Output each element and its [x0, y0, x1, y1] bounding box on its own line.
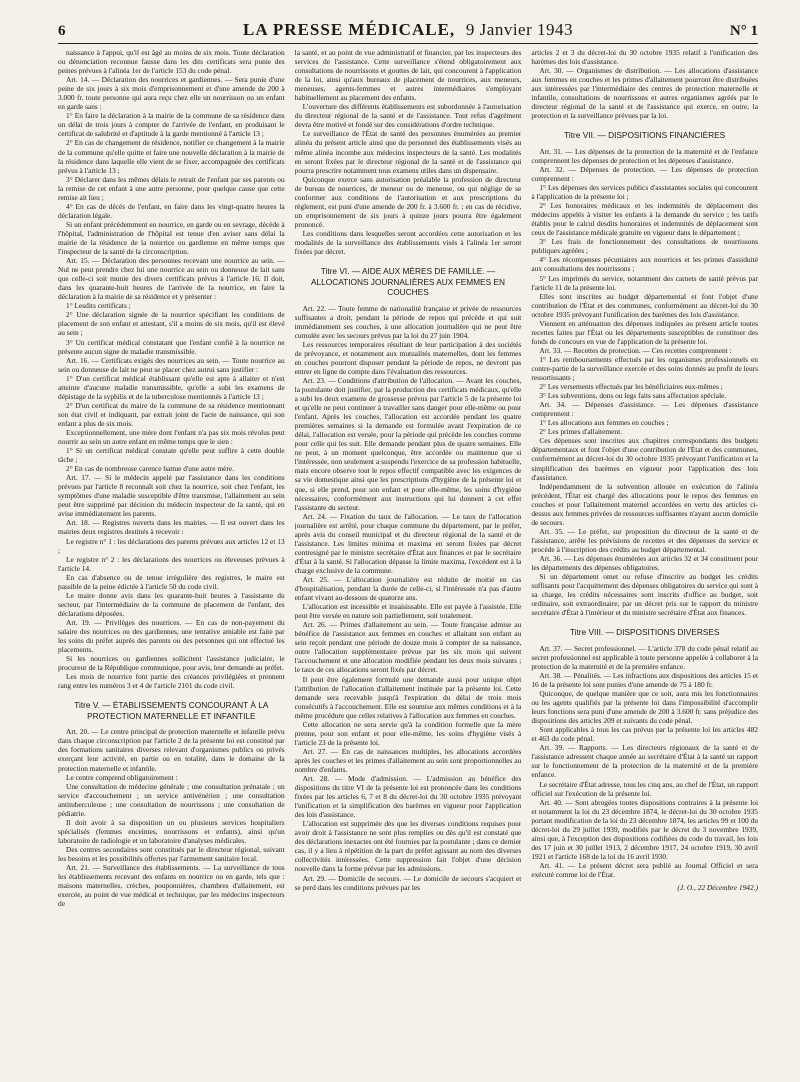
paragraph: Le secrétaire d'État adresse, tous les cinq ans, au chef de l'État, un rapport officiel sur l'exécution de la présente loi. [531, 779, 758, 798]
column-middle [295, 48, 522, 1062]
text-columns [58, 48, 758, 1062]
paragraph: Art. 30. — Organismes de distribution. — Les allocations d'assistance aux femmes en couches et les primes d'allaitement pourront être distribuées aux intéressées par l'intermédiaire des centres de protection maternelle et infantile, consultations de nourrissons et autres organismes agréés par le directeur régional de la santé et de l'assistance qui exerce, en outre, la protection et la surveillance prévues par la loi. [531, 66, 758, 121]
paragraph: Quiconque exerce sans autorisation préalable la profession de directeur de bureau de nourrices, de meneur ou de meneuse, ou qui néglige de se conformer aux conditions de l'autorisation et aux prescriptions du règlement, est puni d'une amende de 200 fr. à 3.600 fr. ; en cas de récidive, un emprisonnement de six jours à quinze jours pourra être également prononcé. [294, 174, 522, 229]
paragraph: Exceptionnellement, une mère dont l'enfant n'a pas six mois révolus peut nourrir au sein un autre enfant en même temps que le sien : [58, 427, 285, 447]
paragraph: Art. 35. — Le préfet, sur proposition du directeur de la santé et de l'assistance, arrête les prévisions de recettes et des dépenses du service et procède à l'inscription des crédits au budget départemental. [531, 526, 758, 554]
paragraph: Art. 36. — Les dépenses énumérées aux articles 32 et 34 constituent pour les départements des dépenses obligatoires. [531, 553, 758, 573]
paragraph: Art. 25. — L'allocation journalière est réduite de moitié en cas d'hospitalisation, pendant la durée de celle-ci, si l'intéressée n'a pas d'autre enfant vivant au-dessous de quatorze ans. [294, 574, 522, 603]
paragraph: Il peut être également formulé une demande aussi pour unique objet l'attribution de l'allocation d'allaitement instituée par la présente loi. Cette demande sera recevable jusqu'à l'expiration du délai de trois mois consécutifs à l'accouchement. Elle est soumise aux mêmes conditions et à la même procédure que celles relatives à l'allocation aux femmes en couches. [294, 674, 522, 720]
page-number: 6 [58, 23, 66, 39]
paragraph: En cas d'absence ou de tenue irrégulière des registres, le maire est passible de la peine édictée à l'article 50 du code civil. [58, 572, 285, 591]
paragraph: 2° Les versements effectués par les bénéficiaires eux-mêmes ; [539, 382, 723, 392]
paragraph: Sont applicables à tous les cas prévus par la présente loi les articles 482 et 463 du code pénal. [531, 725, 758, 744]
paragraph: la santé, et au point de vue administratif et financier, par les inspecteurs des services de l'assistance. Cette surveillance s'étend obligatoirement aux consultations de nourrissons et gouttes de lait, qui concourent à l'application de la loi, ainsi qu'aux bureaux de placement de nourrices, aux meneurs, meneuses, agents-femmes et autres intermédiaires s'employant habituellement au placement des enfants. [294, 48, 522, 103]
paragraph: 3° Un certificat médical constatant que l'enfant confié à la nourrice ne présente aucun signe de maladie transmissible. [58, 337, 285, 356]
paragraph: 1° D'un certificat médical établissant qu'elle est apte à allaiter et n'est atteinte d'aucune maladie transmissible, qu'elle a subi les examens de dépistage de la syphilis et de la tuberculose mentionnés à l'article 13 ; [58, 373, 285, 401]
paragraph: Art. 41. — Le présent décret sera publié au Journal Officiel et sera exécuté comme loi de l'État. [531, 860, 758, 879]
paragraph: 3° Les subventions, dons ou legs faits sans affectation spéciale. [539, 391, 727, 401]
paragraph: 1° Les remboursements effectués par les organismes professionnels en contre-partie de la surveillance exercée et des soins donnés au profit de leurs ressortissants ; [531, 354, 758, 383]
source-citation: (J. O., 22 Décembre 1942.) [677, 883, 758, 893]
paragraph: Art. 19. — Privilèges des nourrices. — En cas de non-payement du salaire des nourrices ou des gardiennes, une tentative amiable est faite par les soins du préfet auprès des parents ou des personnes qui ont effectué les placements. [58, 617, 285, 655]
paragraph: 1° Les dépenses des services publics d'assistantes sociales qui concourent à l'application de la présente loi ; [531, 183, 758, 202]
paragraph: Art. 16. — Certificats exigés des nourrices au sein. — Toute nourrice au sein ou donneuse de lait ne peut se placer chez autrui sans justifier : [58, 355, 285, 374]
section-heading: Titre VIII. — DISPOSITIONS DIVERSES [569, 627, 720, 638]
paragraph: Art. 32. — Dépenses de protection. — Les dépenses de protection comprennent : [531, 164, 758, 184]
paragraph: articles 2 et 3 du décret-loi du 30 octobre 1935 relatif à l'unification des barèmes des lois d'assistance. [531, 48, 758, 67]
paragraph: 2° En cas de changement de résidence, notifier ce changement à la mairie de la commune qu'elle quitte et faire une nouvelle déclaration à la mairie de la résidence dans laquelle elle vient de se fixer, accompagnée des certificats prévus à l'article 13 ; [58, 138, 285, 175]
paragraph: Art. 17. — Si le médecin appelé par l'assistance dans les conditions prévues par l'article 8 reconnaît soit chez la nourrice, soit chez l'enfant, les symptômes d'une maladie susceptible d'être transmise, l'allaitement au sein peut être supprimé par décision du médecin inspecteur de la santé, qui en avise immédiatement les parents. [58, 473, 285, 519]
paragraph: Il doit avoir à sa disposition un ou plusieurs services hospitaliers spécialisés (femmes enceintes, nourrissons et enfants), ainsi qu'un laboratoire de radiologie et un laboratoire d'analyses médicales. [58, 817, 285, 845]
paragraph: Indépendamment de la subvention allouée en exécution de l'alinéa précédent, l'État est chargé des allocations pour le repos des femmes en couches et pour l'allaitement maternel accordées en vertu des articles ci-dessus aux femmes privées de ressources suffisantes n'ayant aucun domicile de secours. [531, 481, 758, 527]
paragraph: Art. 23. — Conditions d'attribution de l'allocation. — Avant les couches, la postulante doit justifier, par la production des certificats médicaux, qu'elle a subi les deux examens de grossesse prévus par l'article 5 de la présente loi et qu'elle ne peut continuer à travailler sans danger pour elle-même ou pour l'enfant. Après les couches, l'allocation est accordée pendant les quatre premières semaines si la demande est formulée avant l'expiration de ce délai, l'allocation est versée, pour la période qui précède les couches comme pour celle qui les suit. Elle demande pendant plus de quatre semaines. Elle ne peut, à un moment quelconque, être accordée ou maintenue que si l'intéressée, non seulement a suspendu l'exercice de sa profession habituelle, mais encore observe tout le repos effectif compatible avec les exigences de sa vie domestique ainsi que les prescriptions d'hygiène de la présente loi et que, si elle prend, pour son enfant et pour elle-même, les soins d'hygiène nécessaires, conformément aux instructions qui lui donnent à cet effet l'assistante du secteur. [294, 375, 522, 512]
masthead [58, 20, 758, 44]
paragraph: Art. 27. — En cas de naissances multiples, les allocations accordées après les couches et les primes d'allaitement au sein sont proportionnelles au nombre d'enfants. [294, 746, 522, 774]
paragraph: Art. 14. — Déclaration des nourrices et gardiennes. — Sera punie d'une peine de six jours à six mois d'emprisonnement et d'une amende de 200 à 3.000 fr. toute personne qui aura reçu chez elle un nourrisson ou un enfant en garde sans : [58, 75, 285, 112]
paragraph: Art. 37. — Secret professionnel. — L'article 378 du code pénal relatif au secret professionnel est applicable à toute personne appelée à collaborer à la protection de la maternité et de la première enfance. [531, 643, 758, 671]
column-right [531, 48, 758, 1062]
paragraph: Art. 20. — Le centre principal de protection maternelle et infantile prévu dans chaque circonscription par l'article 2 de la présente loi est constitué par des formations sanitaires diverses relevant d'organismes publics ou privés exerçant leur activité, en partie ou en totalité, dans le domaine de la protection maternelle et infantile. [58, 727, 285, 773]
paragraph: Art. 24. — Fixation du taux de l'allocation. — Le taux de l'allocation journalière est arrêté, pour chaque commune du département, par le préfet, après avis du conseil municipal et du directeur régional de la santé et de l'assistance. Les limites minima et maxima en seront fixées par décret contresigné par le ministre secrétaire d'État aux finances et par le secrétaire d'État à la santé. Si l'allocation dépasse la limite maxima, l'excédent est à la charge exclusive de la commune. [294, 511, 522, 575]
issue-number: N° 1 [729, 23, 758, 39]
paragraph: Le centre comprend obligatoirement : [66, 772, 178, 782]
paragraph: Art. 40. — Sont abrogées toutes dispositions contraires à la présente loi et notamment la loi du 23 décembre 1874, le décret-loi du 30 octobre 1935 portant modification de la loi du 23 décembre 1874, les articles 99 et 100 du décret-loi du 29 juillet 1939, modifiés par le décret du 3 novembre 1939, ainsi que, à l'exception des dispositions codifiées du code du travail, les lois des 17 juin et 30 juillet 1913, 2 décembre 1917, 24 octobre 1919, 30 avril 1921 et l'article 168 de la loi du 16 avril 1930. [531, 797, 758, 861]
paragraph: Le registre n° 2 : les déclarations des nourrices ou éleveuses prévues à l'article 14. [58, 554, 285, 573]
paragraph: Cette allocation ne sera servie qu'à la condition formelle que la mère prenne, pour son enfant et pour elle-même, les soins d'hygiène visés à l'article 23 de la présente loi. [294, 719, 522, 747]
paragraph: Viennent en atténuation des dépenses indiquées au présent article toutes recettes faites par l'État ou les départements susceptibles de constituer des fonds de concours en vue de l'application de la présente loi. [531, 318, 758, 346]
paragraph: L'allocation est supprimée dès que les diverses conditions requises pour avoir droit à l'assistance ne sont plus remplies ou dès qu'il est constaté que des déclarations inexactes ont été fournies par la postulante ; dans ce dernier cas, il y a lieu à répétition de la part du préfet agissant au nom des diverses collectivités intéressées. Cette suppression fait l'objet d'une décision nouvelle dans la forme prévue par les admissions. [294, 819, 522, 874]
section-heading: Titre V. — ÉTABLISSEMENTS CONCOURANT À LA PROTECTION MATERNELLE ET INFANTILE [74, 700, 269, 721]
paragraph: 2° Les primes d'allaitement. [539, 427, 623, 437]
paragraph: Art. 21. — Surveillance des établissements. — La surveillance de tous les établissements recevant des enfants en nourrice ou en garde, tels que : maisons maternelles, crèches, pouponnières, chambres d'allaitement, est exercée, au point de vue médical et technique, par les médecins inspecteurs de [58, 863, 285, 909]
masthead-title [118, 20, 698, 40]
paragraph: 1° Si un certificat médical constate qu'elle peut suffire à cette double tâche ; [58, 446, 285, 465]
paragraph: Art. 29. — Domicile de secours. — Le domicile de secours s'acquiert et se perd dans les conditions prévues par les [294, 873, 522, 892]
paragraph: 4° En cas de décès de l'enfant, en faire dans les vingt-quatre heures la déclaration légale. [58, 201, 285, 220]
section-heading: Titre VII. — DISPOSITIONS FINANCIÈRES [564, 130, 726, 141]
paragraph: Art. 26. — Primes d'allaitement au sein. — Toute française admise au bénéfice de l'assistance aux femmes en couches et allaitant son enfant au sein reçoit pendant une période de douze mois à compter de sa naissance, outre l'allocation supplémentaire prévue par les six mois qui suivent l'accouchement et une allocation modifiée pendant les deux mois suivants ; le taux de ces allocations seront fixés par décret. [294, 620, 522, 675]
paragraph: L'ouverture des différents établissements est subordonnée à l'autorisation du directeur régional de la santé et de l'assistance. Tout refus d'agrément devra être motivé et fondé sur des considérations d'ordre technique. [294, 102, 522, 130]
paragraph: Si les nourrices ou gardiennes sollicitent l'assistance judiciaire, le procureur de la République communique, pour avis, leur demande au préfet. [58, 654, 285, 673]
paragraph: Art. 15. — Déclaration des personnes recevant une nourrice au sein. — Nul ne peut prendre chez lui une nourrice au sein ou donneuse de lait sans que celle-ci soit munie des divers certificats prévus à l'article 16. Il doit, dans les quarante-huit heures de l'arrivée de la nourrice, en faire la déclaration à la mairie de sa résidence et y présenter : [58, 256, 285, 302]
paragraph: Art. 28. — Mode d'admission. — L'admission au bénéfice des dispositions du titre VI de la présente loi est prononcée dans les conditions fixées par les articles 6, 7 et 8 du décret-loi du 30 octobre 1935 prévoyant l'unification et la simplification des barèmes en vigueur pour l'application des lois d'assistance. [294, 774, 522, 820]
paragraph: Les mois de nourrice font partie des créances privilégiées et prennent rang entre les numéros 3 et 4 de l'article 2101 du code civil. [58, 672, 285, 691]
paragraph: 4° Les récompenses pécuniaires aux nourrices et les primes d'assiduité aux consultations des nourrissons ; [531, 255, 758, 274]
paragraph: Art. 38. — Pénalités. — Les infractions aux dispositions des articles 15 et 16 de la présente loi sont punies d'une amende de 75 à 180 fr. [531, 670, 758, 689]
paragraph: 2° Une déclaration signée de la nourrice spécifiant les conditions de placement de son enfant et attestant, s'il a moins de six mois, qu'il est élevé au sein ; [58, 310, 285, 338]
paragraph: Quiconque, de quelque manière que ce soit, aura mis les fonctionnaires ou les agents qualifiés par la présente loi dans l'impossibilité d'accomplir leurs fonctions sera puni d'une amende de 200 à 3.600 fr. sans préjudice des dispositions des articles 209 et suivants du code pénal. [531, 689, 758, 726]
paragraph: 1° Lesdits certificats ; [66, 301, 131, 311]
paragraph: 3° Les frais de fonctionnement des consultations de nourrissons publiques agréées ; [531, 237, 758, 256]
paragraph: 2° D'un certificat du maire de la commune de sa résidence mentionnant son état civil et indiquant, par extrait joint de l'acte de naissance, qui son enfant a plus de six mois. [58, 400, 285, 428]
issue-date: 9 Janvier 1943 [465, 20, 574, 39]
paragraph: Si un département omet ou refuse d'inscrire au budget les crédits suffisants pour l'acquittement des dépenses obligatoires du service qui sont à sa charge, les crédits nécessaires sont inscrits d'office au budget, soit ordinaire, soit extraordinaire, par un décret pris sur le rapport du ministre secrétaire d'État à l'intérieur et du ministre secrétaire d'État aux finances. [531, 572, 758, 618]
paragraph: Art. 34. — Dépenses d'assistance. — Les dépenses d'assistance comprennent : [531, 400, 758, 419]
paragraph: Des centres secondaires sont constitués par le directeur régional, suivant les besoins et les possibilités offertes par l'armement sanitaire local. [58, 844, 285, 863]
publication-name: LA PRESSE MÉDICALE, [242, 20, 456, 39]
paragraph: Le maire donne avis dans les quarante-huit heures à l'assistante du secteur, par l'intermédiaire de la commune de placement de l'enfant, des déclarations déposées. [58, 590, 285, 618]
paragraph: Art. 33. — Recettes de protection. — Ces recettes comprennent : [539, 345, 732, 355]
paragraph: Art. 18. — Registres ouverts dans les mairies. — Il est ouvert dans les mairies deux registres destinés à recevoir : [58, 518, 285, 537]
paragraph: 1° En faire la déclaration à la mairie de la commune de sa résidence dans un délai de trois jours à compter de l'arrivée de l'enfant, en produisant le certificat de salubrité et d'aptitude à la garde mentionné à l'article 13 ; [58, 111, 285, 139]
paragraph: Les ressources temporaires résultant de leur participation à des sociétés de prévoyance, et notamment aux mutualités maternelles, dont les femmes en couches pourront disposer pendant la période de repos, ne devront pas entrer en ligne de compte dans l'évaluation des ressources. [294, 339, 522, 376]
column-left [58, 48, 285, 1062]
paragraph: Art. 31. — Les dépenses de la protection de la maternité et de l'enfance comprennent les dépenses de protection et les dépenses d'assistance. [531, 146, 758, 165]
paragraph: Si un enfant précédemment en nourrice, en garde ou en sevrage, décède à l'hôpital, l'administration de l'hôpital est tenue d'en aviser sans délai la mairie de la résidence de la nourrice ou gardienne en même temps que l'inspecteur de la santé de la circonscription. [58, 219, 285, 257]
paragraph: Le surveillance de l'État de santé des personnes énumérées au premier alinéa du présent article ainsi que du personnel des établissements visés au même alinéa incombe aux médecins inspecteurs de la santé. Les modalités en seront fixées par le directeur régional de la santé et de l'assistance qui pourra prescrire notamment tous examens utiles dans un dispensaire. [294, 129, 522, 175]
paragraph: 2° Les honoraires médicaux et les indemnités de déplacement des médecins appelés à visiter les enfants à la demande du service ; les tarifs établis pour le calcul desdits honoraires et indemnités de déplacement sont ceux de l'assistance médicale gratuite en vigueur dans le département ; [531, 201, 758, 238]
paragraph: Le registre n° 1 : les déclarations des parents prévues aux articles 12 et 13 ; [58, 536, 285, 555]
paragraph: Les conditions dans lesquelles seront accordées cette autorisation et les modalités de la surveillance des établissements visés à l'alinéa 1er seront fixées par décret. [294, 228, 522, 257]
paragraph: L'allocation est incessible et insaisissable. Elle est payée à l'assistée. Elle peut être versée en nature soit partiellement, soit totalement. [294, 602, 522, 621]
paragraph: Elles sont inscrites au budget départemental et font l'objet d'une contribution de l'État et des communes, conformément au décret-loi du 30 octobre 1935 prévoyant l'unification des barèmes des lois d'assistance. [531, 291, 758, 319]
paragraph: 3° Déclarer dans les mêmes délais le retrait de l'enfant par ses parents ou la remise de cet enfant à une autre personne, pour quelque cause que cette remise ait lieu ; [58, 174, 285, 202]
paragraph: Art. 39. — Rapports. — Les directeurs régionaux de la santé et de l'assistance adressent chaque année au secrétaire d'État à la santé un rapport sur le fonctionnement de la protection de la maternité et de la première enfance. [531, 743, 758, 780]
paragraph: 1° Les allocations aux femmes en couches ; [539, 418, 669, 428]
paragraph: naissance à l'appui, qu'il est âgé au moins de six mois. Toute déclaration ou dénonciation reconnue fausse dans les dits certificats sera punie des peines prévues à l'alinéa 1er de l'article 153 du code pénal. [58, 48, 285, 76]
paragraph: Ces dépenses sont inscrites aux chapitres correspondants des budgets départementaux et font l'objet d'une contribution de l'État et des communes, conformément au décret-loi du 30 octobre 1935 prévoyant l'unification et la simplification des barèmes en vigueur pour l'application des lois d'assistance. [531, 436, 758, 482]
paragraph: 5° Les imprimés du service, notamment des carnets de santé prévus par l'article 11 de la présente loi. [531, 273, 758, 292]
paragraph: 2° En cas de nombreuse carence battue d'une autre mère. [66, 464, 235, 474]
paragraph: Une consultation de médecine générale ; une consultation prénatale ; un service d'accouchement ; un service antivénérien ; une consultation antituberculeuse ; une consultation de nourrissons ; une consultation de pédiatrie. [58, 781, 285, 818]
paragraph: Art. 22. — Toute femme de nationalité française et privée de ressources suffisantes a droit, pendant la période de repos qui précède et qui suit immédiatement ses couches, à une allocation journalière qui ne peut être cumulée avec les secours prévus par la loi du 27 juin 1904. [294, 303, 522, 340]
section-heading: Titre VI. — AIDE AUX MÈRES DE FAMILLE. — ALLOCATIONS JOURNALIÈRES AUX FEMMES EN COUCHES [311, 266, 505, 298]
